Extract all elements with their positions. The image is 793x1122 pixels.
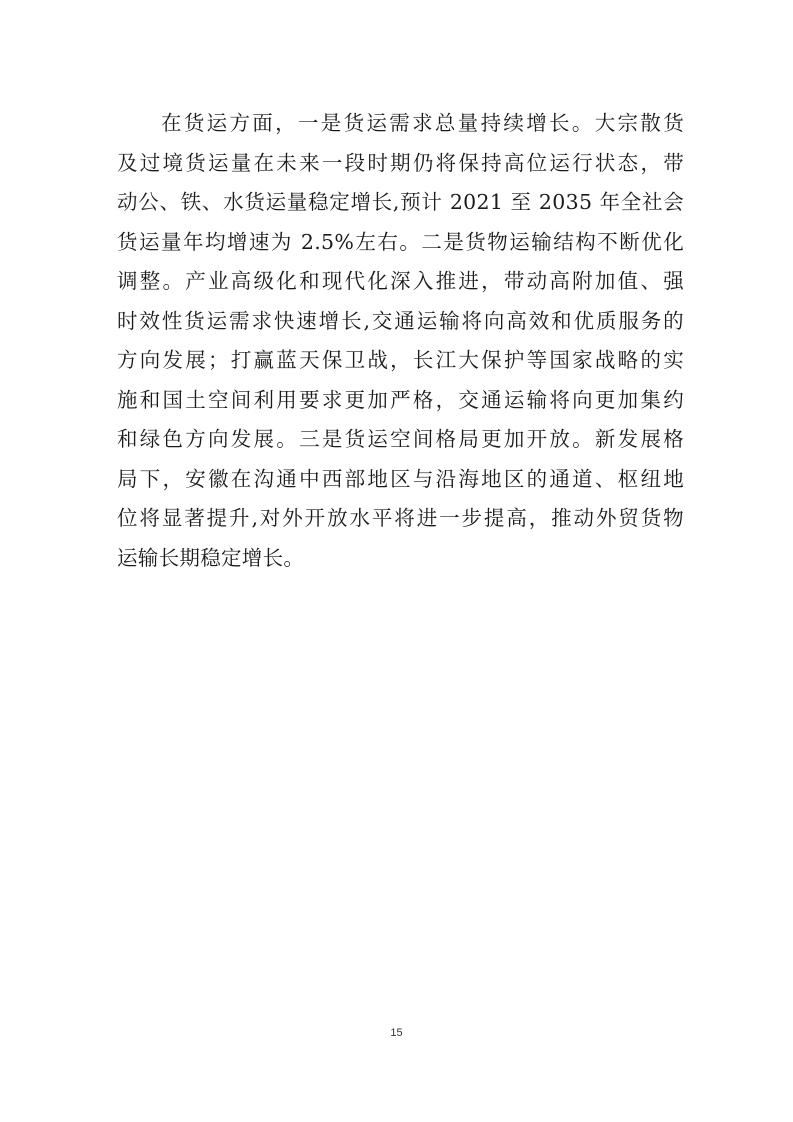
body-paragraph [117,104,684,578]
paragraph-line: 货运量年均增速为 2.5%左右。二是货物运输结构不断优化 [117,229,684,254]
paragraph-line: 调整。产业高级化和现代化深入推进，带动高附加值、强 [117,269,684,293]
paragraph-line: 动公、铁、水货运量稳定增长,预计 2021 至 2035 年全社会 [117,190,684,214]
paragraph-line: 在货运方面，一是货运需求总量持续增长。大宗散货 [161,111,684,135]
paragraph-line: 时效性货运需求快速增长,交通运输将向高效和优质服务的 [117,308,684,333]
paragraph-line: 位将显著提升,对外开放水平将进一步提高，推动外贸货物 [117,506,684,530]
paragraph-line: 及过境货运量在未来一段时期仍将保持高位运行状态，带 [117,150,684,175]
paragraph-line: 方向发展；打赢蓝天保卫战，长江大保护等国家战略的实 [117,348,684,372]
paragraph-line: 局下，安徽在沟通中西部地区与沿海地区的通道、枢纽地 [117,466,684,491]
paragraph-line: 和绿色方向发展。三是货运空间格局更加开放。新发展格 [117,427,684,451]
paragraph-line: 运输长期稳定增长。 [117,545,305,570]
page-number: 15 [390,1027,403,1039]
paragraph-line: 施和国土空间利用要求更加严格，交通运输将向更加集约 [117,387,684,412]
